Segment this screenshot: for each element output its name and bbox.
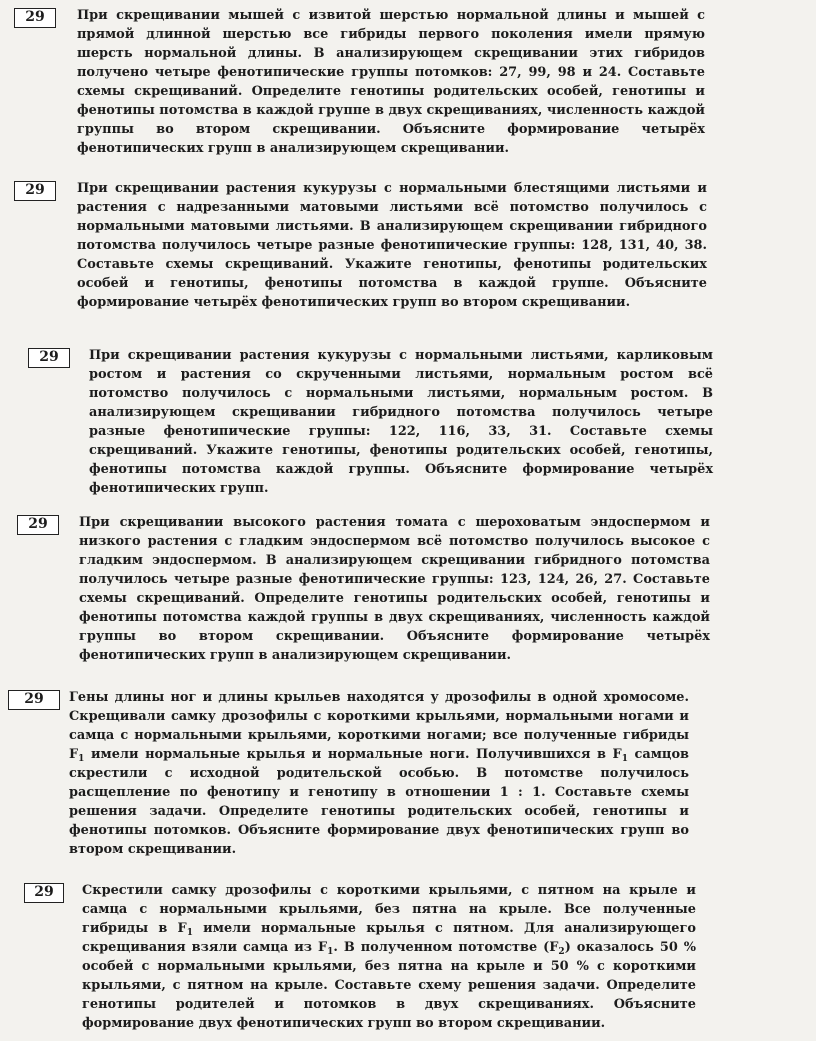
task-number: 29 <box>17 515 59 535</box>
task-number: 29 <box>8 690 60 710</box>
task-text: При скрещивании высокого растения томата с шероховатым эндоспермом и низкого растения с гладким эндоспермом всё потомство получилось высокое с гладким эндоспермом. В анализирующем скрещивании гибридного потомства получилось четыре разные фенотипические группы: 123, 124, 26, 27. Составьте схемы скрещиваний. Определите генотипы родительских особей, генотипы и фенотипы потомства каждой группы в двух скрещиваниях, численность каждой группы во втором скрещивании. Объясните формирование четырёх фенотипических групп в анализирующем скрещивании. <box>79 515 710 663</box>
task-number: 29 <box>24 883 64 903</box>
task-number: 29 <box>14 8 56 28</box>
task-text: При скрещивании растения кукурузы с нормальными листьями, карликовым ростом и растения со скрученными листьями, нормальным ростом всё потомство получилось с нормальными листьями, нормальным ростом. В анализирующем скрещивании гибридного потомства получилось четыре разные фенотипические группы: 122, 116, 33, 31. Составьте схемы скрещиваний. Укажите генотипы, фенотипы родительских особей, генотипы, фенотипы потомства каждой группы. Объясните формирование четырёх фенотипических групп. <box>89 348 713 496</box>
task-text: При скрещивании мышей с извитой шерстью нормальной длины и мышей с прямой длинной шерстью все гибриды первого поколения имели прямую шерсть нормальной длины. В анализирующем скрещивании этих гибридов получено четыре фенотипические группы потомков: 27, 99, 98 и 24. Составьте схемы скрещиваний. Определите генотипы родительских особей, генотипы и фенотипы потомства в каждой группе в двух скрещиваниях, численность каждой группы во втором скрещивании. Объясните формирование четырёх фенотипических групп в анализирующем скрещивании. <box>77 8 705 156</box>
task-number: 29 <box>28 348 70 368</box>
task-text: При скрещивании растения кукурузы с нормальными блестящими листьями и растения с надрезанными матовыми листьями всё потомство получилось с нормальными матовыми листьями. В анализирующем скрещивании гибридного потомства получилось четыре разные фенотипические группы: 128, 131, 40, 38. Составьте схемы скрещиваний. Укажите генотипы, фенотипы родительских особей и генотипы, фенотипы потомства в каждой группе. Объясните формирование четырёх фенотипических групп во втором скрещивании. <box>77 181 707 310</box>
task-number: 29 <box>14 181 56 201</box>
task-text: Гены длины ног и длины крыльев находятся у дрозофилы в одной хромосоме. Скрещивали самку дрозофилы с короткими крыльями, нормальными ногами и самца с нормальными крыльями, короткими ногами; все полученные гибриды $F_1$ имели нормальные крылья и нормальные ноги. Получившихся в $F_1$ самцов скрестили с исходной родительской особью. В потомстве получилось расщепление по фенотипу и генотипу в отношении 1 : 1. Составьте схемы решения задачи. Определите генотипы родительских особей, генотипы и фенотипы потомков. Объясните формирование двух фенотипических групп во втором скрещивании. <box>69 690 690 857</box>
task-text: Скрестили самку дрозофилы с короткими крыльями, с пятном на крыле и самца с нормальными крыльями, без пятна на крыле. Все полученные гибриды в $F_1$ имели нормальные крылья с пятном. Для анализирующего скрещивания взяли самца из $F_1$. В полученном потомстве $(F_2)$ оказалось 50 % особей с нормальными крыльями, без пятна на крыле и 50 % с короткими крыльями, с пятном на крыле. Составьте схему решения задачи. Определите генотипы родителей и потомков в двух скрещиваниях. Объясните формирование двух фенотипических групп во втором скрещивании. <box>82 883 697 1031</box>
